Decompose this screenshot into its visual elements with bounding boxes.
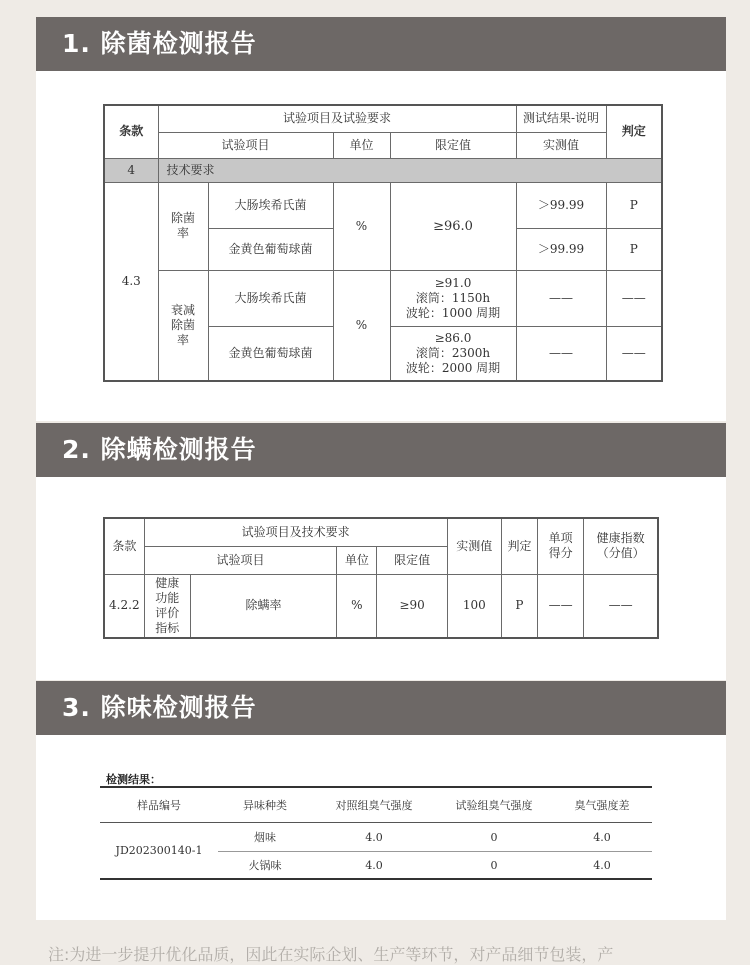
detection-result-title: 检测结果： bbox=[106, 773, 161, 786]
g2-r2-judge: —— bbox=[606, 326, 662, 381]
g1-unit: % bbox=[333, 182, 390, 270]
t2-header-score-line2: 得分 bbox=[548, 546, 573, 561]
g1-r1-judge: P bbox=[606, 182, 662, 228]
header-measured: 实测值 bbox=[516, 132, 606, 158]
t2-header-unit: 单位 bbox=[337, 546, 377, 574]
g1-r1-item: 大肠埃希氏菌 bbox=[208, 182, 333, 228]
g2-r1-judge: —— bbox=[606, 270, 662, 326]
section-title-sterilization bbox=[36, 17, 726, 71]
t2-header-measured: 实测值 bbox=[447, 518, 501, 574]
group-attenuated-sterilization-rate: 衰减除菌率 bbox=[158, 270, 208, 381]
sterilization-report-table bbox=[103, 104, 663, 382]
t3-row2-diff: 4.0 bbox=[552, 852, 652, 880]
g2-r1-limit bbox=[390, 270, 516, 326]
g2-r1-limit-line3: 波轮：1000 周期 bbox=[405, 305, 501, 320]
t2-category: 健康功能评价指标 bbox=[144, 574, 190, 638]
header-result-note: 测试结果-说明 bbox=[516, 105, 606, 132]
t2-header-item-requirement: 试验项目及技术要求 bbox=[144, 518, 447, 546]
row4-text: 技术要求 bbox=[158, 158, 662, 182]
t2-health: —— bbox=[584, 574, 658, 638]
t2-item: 除螨率 bbox=[190, 574, 337, 638]
g1-r2-item: 金黄色葡萄球菌 bbox=[208, 228, 333, 270]
section-title-odor-removal bbox=[36, 681, 726, 735]
g2-r1-measured: —— bbox=[516, 270, 606, 326]
header-unit: 单位 bbox=[333, 132, 390, 158]
t2-clause: 4.2.2 bbox=[104, 574, 144, 638]
row4-clause: 4 bbox=[104, 158, 158, 182]
g2-r2-limit-line3: 波轮：2000 周期 bbox=[405, 360, 501, 375]
t2-limit: ≥90 bbox=[377, 574, 447, 638]
t2-header-clause: 条款 bbox=[104, 518, 144, 574]
clause-4-3: 4.3 bbox=[104, 182, 158, 381]
header-item: 试验项目 bbox=[158, 132, 333, 158]
t2-unit: % bbox=[337, 574, 377, 638]
odor-removal-result-table bbox=[100, 786, 652, 880]
header-clause: 条款 bbox=[104, 105, 158, 158]
g1-limit: ≥96.0 bbox=[390, 182, 516, 270]
t2-header-score bbox=[538, 518, 584, 574]
header-limit: 限定值 bbox=[390, 132, 516, 158]
g2-r2-limit-line1: ≥86.0 bbox=[434, 330, 472, 345]
t3-header-diff: 臭气强度差 bbox=[552, 787, 652, 823]
t3-row2-test: 0 bbox=[436, 852, 552, 880]
t3-row2-type: 火锅味 bbox=[218, 852, 312, 880]
section-title-text: 3. 除味检测报告 bbox=[62, 693, 257, 722]
t3-row2-control: 4.0 bbox=[312, 852, 436, 880]
t2-header-health-line2: （分值） bbox=[596, 546, 645, 561]
mite-removal-report-table bbox=[103, 517, 659, 639]
header-item-requirement: 试验项目及试验要求 bbox=[158, 105, 516, 132]
g2-r2-limit bbox=[390, 326, 516, 381]
t2-header-health-index bbox=[584, 518, 658, 574]
t3-row1-type: 烟味 bbox=[218, 823, 312, 852]
header-judge: 判定 bbox=[606, 105, 662, 158]
g2-r2-limit-line2: 滚筒：2300h bbox=[415, 345, 491, 360]
t2-header-limit: 限定值 bbox=[377, 546, 447, 574]
t3-header-test: 试验组臭气强度 bbox=[436, 787, 552, 823]
g2-unit: % bbox=[333, 270, 390, 381]
t2-judge: P bbox=[501, 574, 537, 638]
g2-r2-measured: —— bbox=[516, 326, 606, 381]
g1-r2-judge: P bbox=[606, 228, 662, 270]
g2-r1-limit-line1: ≥91.0 bbox=[434, 275, 472, 290]
t2-header-health-line1: 健康指数 bbox=[596, 531, 645, 546]
t3-row1-control: 4.0 bbox=[312, 823, 436, 852]
section-title-mite-removal bbox=[36, 423, 726, 477]
section-title-text: 2. 除螨检测报告 bbox=[62, 435, 257, 464]
g2-r1-limit-line2: 滚筒：1150h bbox=[415, 290, 491, 305]
footnote: 注:为进一步提升优化品质，因此在实际企划、生产等环节，对产品细节包装，产 bbox=[48, 945, 614, 964]
g2-r1-item: 大肠埃希氏菌 bbox=[208, 270, 333, 326]
t3-sample-id: JD202300140-1 bbox=[100, 823, 218, 880]
t3-header-sample-id: 样品编号 bbox=[100, 787, 218, 823]
g1-r1-measured: ＞99.99 bbox=[516, 182, 606, 228]
t2-header-score-line1: 单项 bbox=[548, 531, 573, 546]
g2-r2-item: 金黄色葡萄球菌 bbox=[208, 326, 333, 381]
t3-row1-test: 0 bbox=[436, 823, 552, 852]
t3-row1-diff: 4.0 bbox=[552, 823, 652, 852]
t2-header-judge: 判定 bbox=[501, 518, 537, 574]
g1-r2-measured: ＞99.99 bbox=[516, 228, 606, 270]
t3-header-control: 对照组臭气强度 bbox=[312, 787, 436, 823]
group-sterilization-rate: 除菌率 bbox=[158, 182, 208, 270]
t2-measured: 100 bbox=[447, 574, 501, 638]
t2-score: —— bbox=[538, 574, 584, 638]
t3-header-odor-type: 异味种类 bbox=[218, 787, 312, 823]
t2-header-item: 试验项目 bbox=[144, 546, 337, 574]
section-title-text: 1. 除菌检测报告 bbox=[62, 29, 257, 58]
